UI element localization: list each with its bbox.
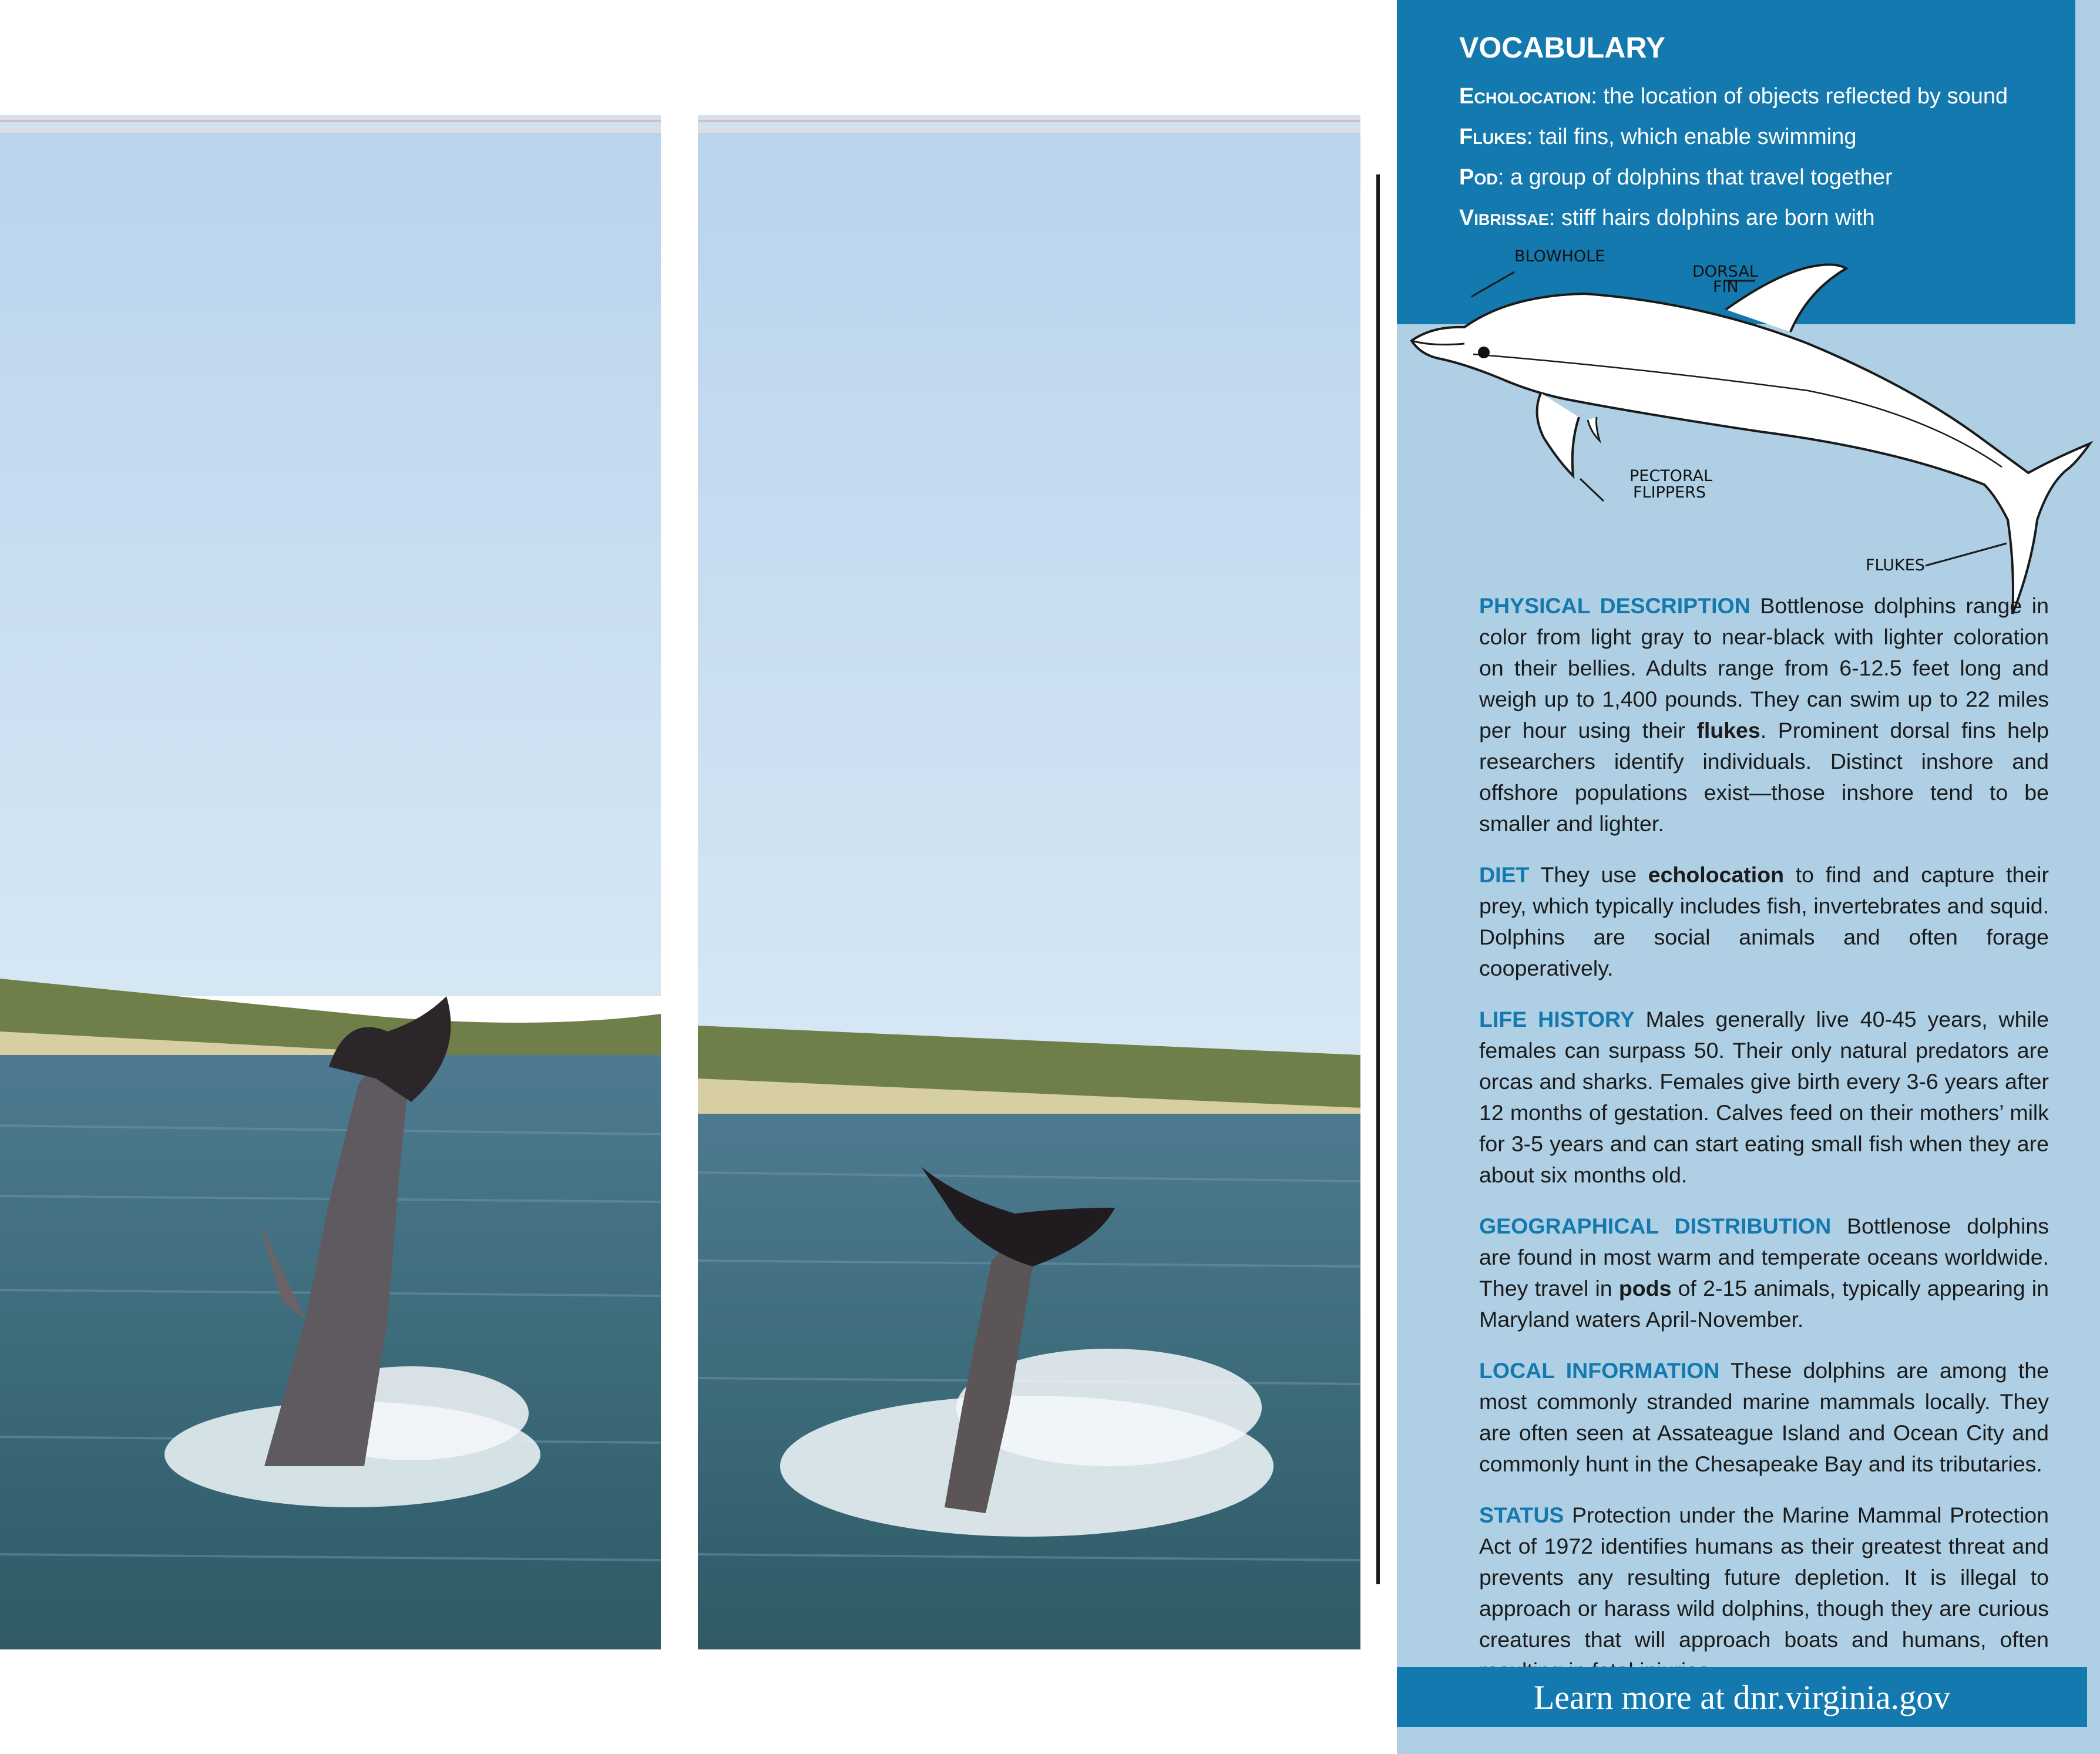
- vocab-item-vibrissae: [1459, 198, 2070, 238]
- label-pectoral-flippers-2: FLIPPERS: [1633, 483, 1706, 502]
- label-pectoral-flippers: PECTORAL: [1629, 467, 1713, 485]
- vocabulary-list: [1459, 76, 2070, 238]
- section-text: to find and capture their prey, which typically includes fish, invertebrates and squid. Dolphins are social animals and often forage cooperatively.: [1479, 862, 2049, 980]
- info-sections: [1479, 590, 2049, 1706]
- section-heading: GEOGRAPHICAL DISTRIBUTION: [1479, 1214, 1832, 1238]
- section-text: Bottlenose dolphins are found in most warm and temperate oceans worldwide. They travel in: [1479, 1214, 2049, 1301]
- bold-term: flukes: [1696, 718, 1760, 742]
- vocab-term: Echolocation: [1459, 84, 1591, 109]
- section-diet: [1479, 859, 2049, 984]
- label-dorsal-fin: DORSAL: [1692, 263, 1758, 281]
- footer-link-text[interactable]: Learn more at dnr.virginia.gov: [1533, 1678, 1951, 1716]
- vocab-definition: : a group of dolphins that travel together: [1497, 165, 1893, 190]
- section-text: These dolphins are among the most commonly stranded marine mammals locally. They are often seen at Assateague Island and Ocean City and commonly hunt in the Chesapeake Bay and its tributaries.: [1479, 1358, 2049, 1476]
- dolphin-eye: [1478, 347, 1490, 358]
- vocab-definition: : stiff hairs dolphins are born with: [1548, 206, 1875, 230]
- section-heading: DIET: [1479, 862, 1530, 887]
- label-blowhole: BLOWHOLE: [1514, 247, 1605, 266]
- section-geographical-distribution: [1479, 1211, 2049, 1335]
- vocab-definition: : tail fins, which enable swimming: [1526, 125, 1857, 149]
- section-text: They use: [1529, 862, 1648, 887]
- divider-line: [1376, 174, 1380, 1584]
- label-flukes: FLUKES: [1866, 556, 1925, 574]
- section-text: of 2-15 animals, typically appearing in Maryland waters April-November.: [1479, 1276, 2049, 1332]
- vocab-term: Flukes: [1459, 125, 1527, 149]
- section-text: Protection under the Marine Mammal Protection Act of 1972 identifies humans as their greatest threat and prevents any resulting future depletion. It is illegal to approach or harass wild dolphins, though they are curious creatures that will approach boats and humans, often: [1479, 1503, 2049, 1652]
- dolphin-photo-left: [0, 115, 661, 1649]
- vocab-item-echolocation: [1459, 76, 2070, 117]
- section-status: [1479, 1500, 2049, 1686]
- vocab-term: Vibrissae: [1459, 206, 1549, 230]
- vocab-term: Pod: [1459, 165, 1498, 190]
- dolphin-outline: [1412, 294, 2090, 614]
- vocab-item-pod: [1459, 157, 2070, 198]
- dolphin-anatomy-diagram: [1397, 238, 2100, 620]
- vocabulary-title: VOCABULARY: [1459, 31, 1665, 64]
- vocab-definition: : the location of objects reflected by sound: [1591, 84, 2008, 109]
- footer-bar: [1397, 1667, 2087, 1727]
- section-heading: STATUS: [1479, 1503, 1564, 1527]
- label-dorsal-fin-2: FIN: [1713, 278, 1739, 296]
- bold-term: pods: [1618, 1276, 1672, 1301]
- bold-term: echolocation: [1648, 862, 1785, 887]
- section-text: Bottlenose dolphins range in color from light gray to near-black with lighter coloration on their bellies. Adults range from 6-12.5 feet long and weigh up to 1,400 pounds. They can swim up to 22 miles per hour using their: [1479, 593, 2049, 742]
- section-life-history: [1479, 1004, 2049, 1191]
- dolphin-photo-right: [698, 115, 1360, 1649]
- section-heading: LOCAL INFORMATION: [1479, 1358, 1720, 1383]
- section-text: Males generally live 40-45 years, while females can surpass 50. Their only natural predators are orcas and sharks. Females give birth every 3-6 years after 12 months of gestation. Calves feed on their mothers’ milk for 3-5 years and can start eating small fish when they are about six months old.: [1479, 1007, 2049, 1187]
- info-panel: [1397, 0, 2100, 1754]
- section-heading: LIFE HISTORY: [1479, 1007, 1635, 1031]
- vocab-item-flukes: [1459, 117, 2070, 157]
- pectoral-flipper: [1537, 393, 1579, 476]
- section-local-information: [1479, 1355, 2049, 1480]
- section-physical-description: [1479, 590, 2049, 839]
- section-text: . Prominent dorsal fins help researchers identify individuals. Distinct inshore and offshore populations exist—those inshore tend to be smaller and lighter.: [1479, 718, 2049, 836]
- section-heading: PHYSICAL DESCRIPTION: [1479, 593, 1750, 618]
